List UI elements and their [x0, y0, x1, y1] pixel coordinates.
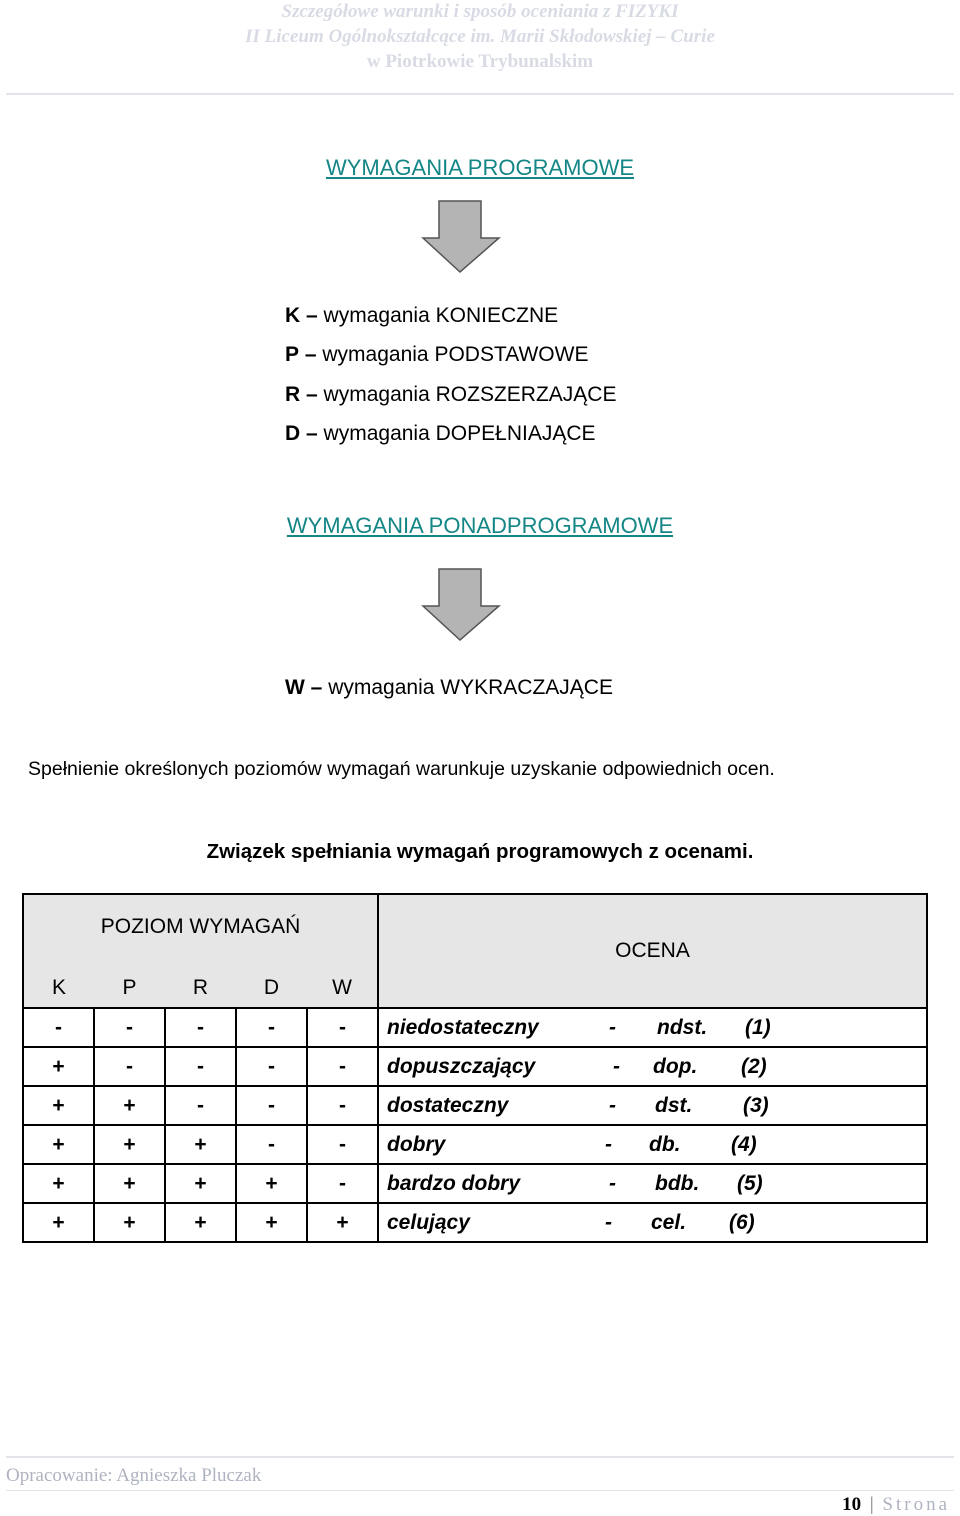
letter-k: K [23, 969, 94, 1008]
mark-cell: - [236, 1008, 307, 1047]
mark-cell: + [23, 1125, 94, 1164]
grade-dash: - [609, 1016, 616, 1039]
level-code: R [285, 382, 301, 406]
grade-cell [378, 1086, 927, 1125]
mark-cell: + [236, 1164, 307, 1203]
grade-abbr: ndst. [657, 1016, 708, 1039]
table-header-row [23, 894, 927, 969]
grade-name: celujący [387, 1211, 470, 1234]
grade-number: (2) [741, 1055, 767, 1078]
level-code: D [285, 421, 301, 445]
program-title: WYMAGANIA PROGRAMOWE [325, 155, 635, 180]
mark-cell: - [236, 1086, 307, 1125]
mark-cell: + [23, 1086, 94, 1125]
level-code: P [285, 343, 300, 367]
mark-cell: + [307, 1203, 378, 1242]
mark-cell: - [307, 1086, 378, 1125]
grade-dash: - [605, 1211, 612, 1234]
mark-cell: + [94, 1125, 165, 1164]
explanation-paragraph: Spełnienie określonych poziomów wymagań warunkuje uzyskanie odpowiednich ocen. [28, 758, 775, 780]
table-row [23, 1008, 927, 1047]
mark-cell: - [94, 1008, 165, 1047]
grade-cell [378, 1164, 927, 1203]
level-code: K [285, 304, 301, 327]
level-text: wymagania [328, 676, 435, 699]
mark-cell: - [307, 1047, 378, 1086]
level-dash: – [306, 421, 318, 445]
mark-cell: - [307, 1125, 378, 1164]
level-item-d [285, 420, 616, 459]
header-grade: OCENA [378, 894, 927, 1008]
level-name: WYKRACZAJĄCE [440, 676, 613, 699]
table-row [23, 1086, 927, 1125]
level-item-r [285, 381, 616, 420]
letter-p: P [94, 969, 165, 1008]
grade-number: (4) [731, 1133, 757, 1156]
level-text: wymagania [322, 343, 429, 367]
letter-w: W [307, 969, 378, 1008]
table-row [23, 1047, 927, 1086]
level-dash: – [306, 304, 318, 327]
level-dash: – [306, 382, 318, 406]
grade-cell [378, 1008, 927, 1047]
grade-abbr: dop. [653, 1055, 698, 1078]
page-separator: | [869, 1494, 874, 1515]
grade-name: dostateczny [387, 1094, 509, 1117]
program-levels-list [285, 302, 616, 459]
level-item-p [285, 341, 616, 380]
level-dash: – [304, 343, 317, 367]
level-name: PODSTAWOWE [434, 343, 589, 367]
grade-cell [378, 1125, 927, 1164]
grade-abbr: dst. [655, 1094, 693, 1117]
grade-cell [378, 1047, 927, 1086]
level-item-w [285, 676, 613, 700]
down-arrow-icon [421, 200, 501, 274]
mark-cell: - [307, 1008, 378, 1047]
mark-cell: - [165, 1086, 236, 1125]
footer-author: Opracowanie: Agnieszka Pluczak [6, 1465, 262, 1486]
mark-cell: - [236, 1125, 307, 1164]
mark-cell: + [165, 1203, 236, 1242]
mark-cell: + [94, 1086, 165, 1125]
ponad-title: WYMAGANIA PONADPROGRAMOWE [286, 513, 674, 538]
mark-cell: + [23, 1164, 94, 1203]
mark-cell: + [23, 1203, 94, 1242]
grade-number: (3) [743, 1094, 769, 1117]
mark-cell: - [23, 1008, 94, 1047]
mark-cell: + [236, 1203, 307, 1242]
table-row [23, 1203, 927, 1242]
grade-name: bardzo dobry [387, 1172, 521, 1195]
mark-cell: - [94, 1047, 165, 1086]
level-dash: – [310, 676, 323, 699]
mark-cell: + [165, 1125, 236, 1164]
level-item-k [285, 302, 616, 341]
mark-cell: + [94, 1203, 165, 1242]
mark-cell: + [165, 1164, 236, 1203]
table-row [23, 1125, 927, 1164]
level-name: DOPEŁNIAJĄCE [435, 421, 596, 445]
level-name: ROZSZERZAJĄCE [435, 382, 617, 406]
header-line-3: w Piotrkowie Trybunalskim [366, 51, 594, 72]
mark-cell: - [165, 1047, 236, 1086]
footer-divider [6, 1456, 954, 1458]
grade-dash: - [613, 1055, 620, 1078]
grade-dash: - [609, 1094, 616, 1117]
level-name: KONIECZNE [435, 304, 559, 327]
grade-abbr: db. [649, 1133, 681, 1156]
table-row [23, 1164, 927, 1203]
page-word: Strona [882, 1494, 950, 1515]
grade-name: dobry [387, 1133, 446, 1156]
level-code: W [285, 676, 305, 699]
mark-cell: - [165, 1008, 236, 1047]
header-divider [6, 93, 954, 95]
grade-abbr: bdb. [655, 1172, 700, 1195]
letter-r: R [165, 969, 236, 1008]
header-level: POZIOM WYMAGAŃ [23, 894, 378, 969]
grade-number: (6) [729, 1211, 755, 1234]
grade-abbr: cel. [651, 1211, 687, 1234]
level-text: wymagania [323, 304, 430, 327]
grades-table [22, 893, 928, 1243]
grade-dash: - [609, 1172, 616, 1195]
header-line-2: II Liceum Ogólnokształcące im. Marii Skłodowskiej – Curie [245, 26, 715, 47]
mark-cell: - [307, 1164, 378, 1203]
header-line-1: Szczegółowe warunki i sposób oceniania z FIZYKI [281, 1, 679, 22]
letter-d: D [236, 969, 307, 1008]
footer-divider-thin [6, 1490, 954, 1491]
grade-name: niedostateczny [387, 1016, 539, 1039]
grade-name: dopuszczający [387, 1055, 536, 1078]
level-text: wymagania [323, 382, 430, 406]
grade-number: (5) [737, 1172, 763, 1195]
grade-number: (1) [745, 1016, 771, 1039]
mark-cell: + [23, 1047, 94, 1086]
page-number: 10 [842, 1494, 862, 1515]
down-arrow-icon [421, 568, 501, 642]
mark-cell: + [94, 1164, 165, 1203]
grade-cell [378, 1203, 927, 1242]
mark-cell: - [236, 1047, 307, 1086]
level-text: wymagania [323, 421, 430, 445]
table-caption: Związek spełniania wymagań programowych z ocenami. [206, 840, 754, 863]
grade-dash: - [605, 1133, 612, 1156]
